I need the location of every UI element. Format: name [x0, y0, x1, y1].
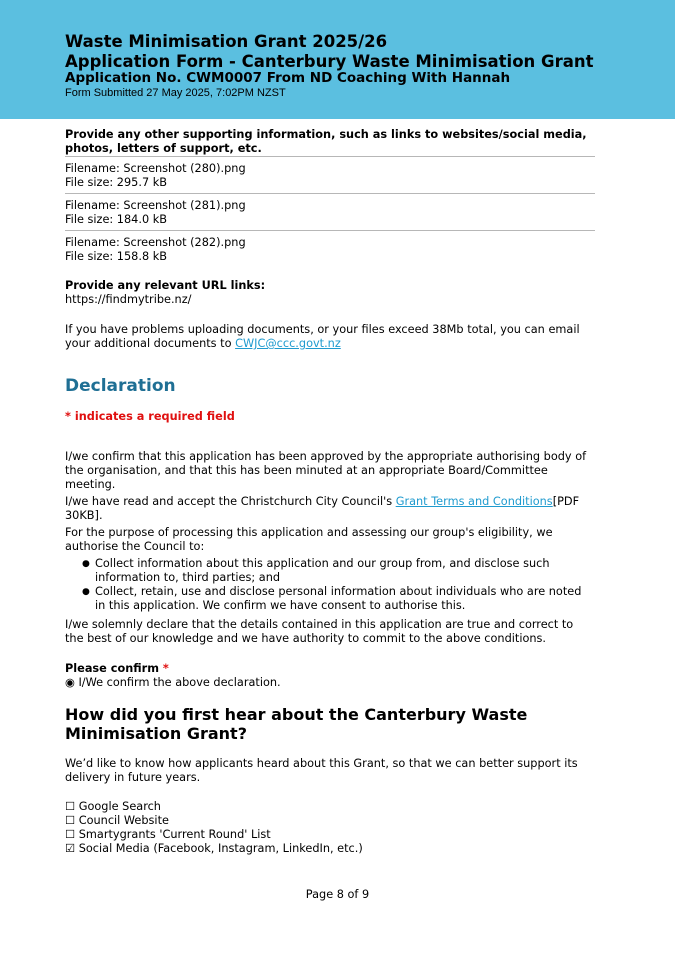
- supporting-info-question: Provide any other supporting information, such as links to websites/social media, photos, letters of support, etc.: [65, 128, 587, 155]
- option-google-search[interactable]: ☐ Google Search: [65, 800, 161, 813]
- option-council-website[interactable]: ☐ Council Website: [65, 814, 169, 827]
- file-size: File size: 158.8 kB: [65, 250, 168, 263]
- required-star: *: [162, 662, 169, 675]
- terms-text: [65, 495, 595, 523]
- declaration-heading: Declaration: [65, 376, 176, 396]
- file-name: Filename: Screenshot (280).png: [65, 162, 246, 175]
- terms-link[interactable]: Grant Terms and Conditions: [395, 495, 553, 508]
- file-name: Filename: Screenshot (281).png: [65, 199, 246, 212]
- grant-title: Waste Minimisation Grant 2025/26: [65, 32, 388, 51]
- hear-about-heading: How did you first hear about the Canterbury Waste Minimisation Grant?: [65, 705, 528, 743]
- file-entry: [65, 194, 595, 230]
- url-question: Provide any relevant URL links:: [65, 279, 266, 292]
- list-item: ● Collect information about this application and our group from, and disclose such information to, third parties; and: [87, 557, 595, 585]
- upload-note: [65, 323, 595, 351]
- hear-about-intro: We’d like to know how applicants heard about this Grant, so that we can better support its delivery in future years.: [65, 757, 578, 784]
- authorise-text: For the purpose of processing this application and assessing our group's eligibility, we authorise the Council to:: [65, 526, 553, 553]
- application-number: Application No. CWM0007 From ND Coaching With Hannah: [65, 70, 511, 86]
- form-content: [65, 128, 595, 856]
- file-size: File size: 184.0 kB: [65, 213, 168, 226]
- url-answer: https://findmytribe.nz/: [65, 293, 192, 306]
- confirm-label: [65, 662, 595, 676]
- file-entry: [65, 157, 595, 193]
- file-name: Filename: Screenshot (282).png: [65, 236, 246, 249]
- upload-note-text: If you have problems uploading documents, or your files exceed 38Mb total, you can email your additional documents to: [65, 323, 580, 350]
- list-item: ● Collect, retain, use and disclose personal information about individuals who are noted in this application. We confirm we have consent to authorise this.: [87, 585, 595, 613]
- authorise-list: [65, 557, 595, 613]
- file-size: File size: 295.7 kB: [65, 176, 168, 189]
- declaration-approval-text: I/we confirm that this application has been approved by the appropriate authorising body of the organisation, and that this has been minuted at an appropriate Board/Committee meeting.: [65, 450, 587, 491]
- option-social-media[interactable]: ☑ Social Media (Facebook, Instagram, LinkedIn, etc.): [65, 842, 363, 855]
- file-entry: [65, 231, 595, 267]
- email-link[interactable]: CWJC@ccc.govt.nz: [235, 337, 341, 350]
- terms-text-post: [PDF 30KB].: [65, 495, 580, 522]
- confirm-label-text: Please confirm: [65, 662, 159, 675]
- solemn-declaration-text: I/we solemnly declare that the details contained in this application are true and correct to the best of our knowledge and we have authority to commit to the above conditions.: [65, 618, 574, 645]
- confirm-radio-answer[interactable]: ◉ I/We confirm the above declaration.: [65, 676, 281, 689]
- option-smartygrants-list[interactable]: ☐ Smartygrants 'Current Round' List: [65, 828, 271, 841]
- form-title: Application Form - Canterbury Waste Minimisation Grant: [65, 52, 594, 71]
- terms-text-pre: I/we have read and accept the Christchurch City Council's: [65, 495, 396, 508]
- page-number: Page 8 of 9: [305, 888, 370, 901]
- required-field-note: * indicates a required field: [65, 410, 235, 423]
- page-header: [0, 0, 675, 119]
- submitted-date: Form Submitted 27 May 2025, 7:02PM NZST: [65, 87, 286, 99]
